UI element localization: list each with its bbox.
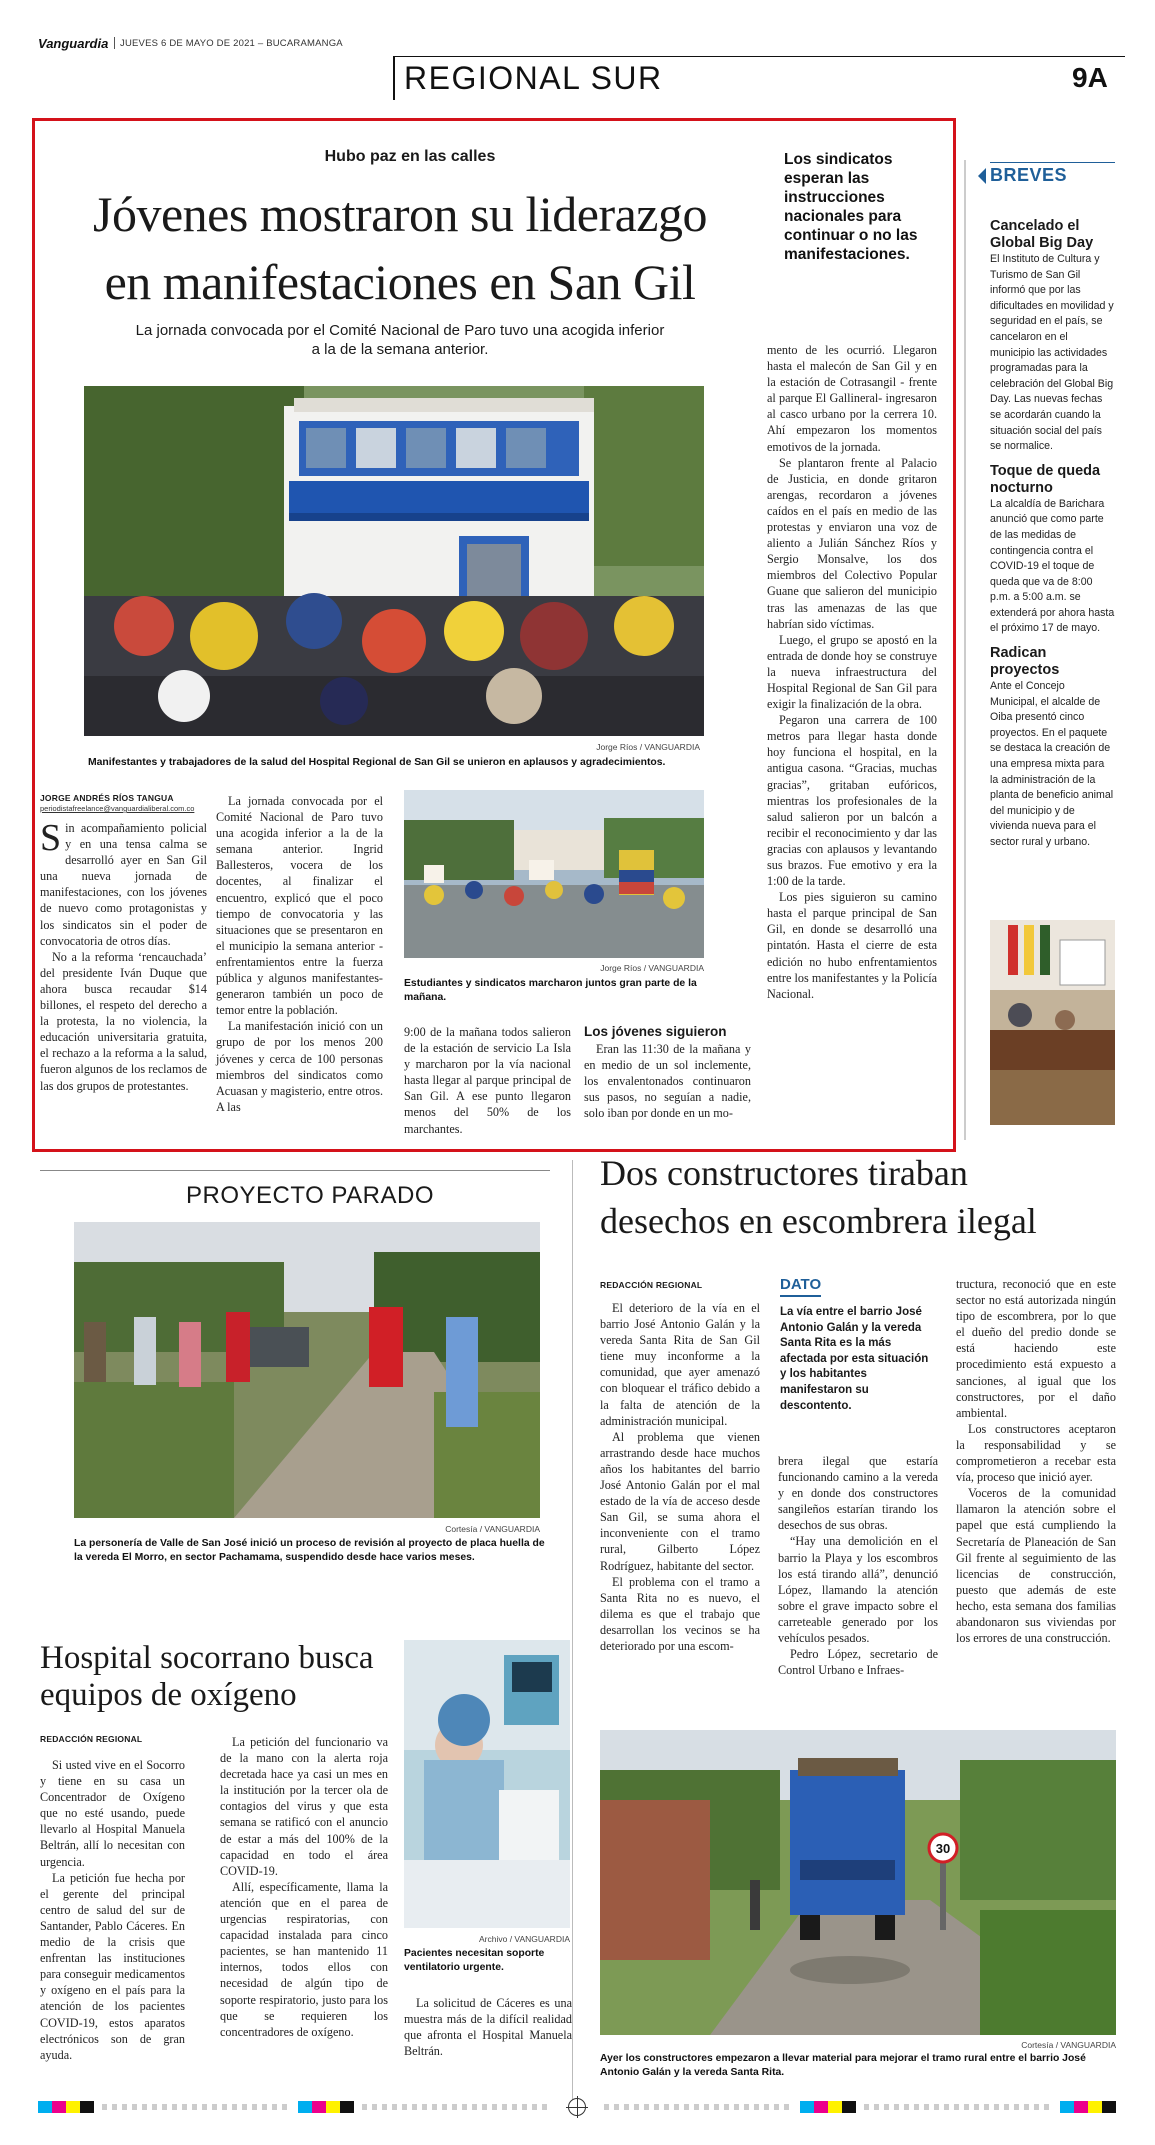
color-bar-right — [596, 2101, 1116, 2113]
hospital-headline-line2: equipos de oxígeno — [40, 1677, 297, 1713]
breve-title: Cancelado el Global Big Day — [990, 218, 1094, 251]
constructores-column-3: tructura, reconoció que en este sector no está autorizada ningún tipo de escombrera, por lo que el dueño del predio donde se está haciendo este procedimiento está expuesto a sanciones, al igual que los constructores, por el daño ambiental. Los constructores aceptaron la responsabilidad y se comprometieron a recebar esta vía, proceso que inició ayer. Voceros de la comunidad llamaron la atención sobre el papel que está cumpliendo la Secretaría de Planeación de San Gil frente al seguimiento de las licencias de construcción, puesto que además de este hecho, esta semana dos familias abandonaron sus viviendas por los errores de una construcción. — [956, 1277, 1116, 1646]
lead-headline-line2: en manifestaciones en San Gil — [104, 254, 696, 310]
hospital-photo-caption: Pacientes necesitan soporte ventilatorio urgente. — [404, 1948, 545, 1973]
constructores-column-2: brera ilegal que estaría funcionando camino a la vereda y en donde dos constructores sangileños estarían tirando los desechos de sus obras. “Hay una demolición en el barrio la Playa y los escombros los está tirando allá”, denunció López, llamando la atención sobre el grave impacto sobre el carreteable generado por los vehículos pesados. Pedro López, secretario de Control Urbano e Infraes- — [778, 1454, 938, 1678]
date-line: JUEVES 6 DE MAYO DE 2021 – BUCARAMANGA — [120, 38, 343, 49]
breve-title: Toque de queda nocturno — [990, 462, 1101, 496]
lead-photo-hospital-balcony — [84, 386, 704, 736]
lead-byline-email[interactable]: periodistafreelance@vanguardialiberal.com.co — [40, 804, 195, 813]
lead-kicker: Hubo paz en las calles — [324, 148, 496, 165]
breve-text: El Instituto de Cultura y Turismo de San Gil informó que por las dificultades en movilidad y seguridad en el país, se cancelaron en el municipio las actividades programadas para la celebración del Global Big Day. Las nuevas fechas se acordarán cuando la situación social del país se normalice. — [990, 253, 1114, 453]
lead-column-1: Sin acompañamiento policial y en una tensa calma se desarrolló ayer en San Gil una nueva jornada de manifestaciones, con los jóvenes de nuevo como protagonistas y los sindicatos sin el poder de convocatoria de otros días. No a la reforma ‘rencauchada’ del presidente Iván Duque que ahora busca recaudar $14 billones, el respeto del derecho a la protesta, la no violencia, la educación universitaria gratuita, el rechazo a la reforma a la salud, fueron algunos de los reclamos de las dos grupos de protestantes. — [40, 817, 207, 1093]
lead-subhead-line1: La jornada convocada por el Comité Nacional de Paro tuvo una acogida inferior — [135, 322, 665, 339]
proyecto-photo-road — [74, 1222, 540, 1518]
lead-headline-line1: Jóvenes mostraron su liderazgo — [92, 186, 707, 242]
hospital-column-3: La solicitud de Cáceres es una muestra más de la difícil realidad que afronta el Hospital Manuela Beltrán. — [404, 1996, 572, 2059]
hospital-photo-credit: Archivo / VANGUARDIA — [478, 1934, 570, 1944]
hospital-photo-icu — [404, 1640, 570, 1928]
section-rule-left — [393, 56, 395, 100]
lead-photo1-credit: Jorge Ríos / VANGUARDIA — [596, 742, 700, 752]
constructores-headline-line1: Dos constructores tiraban — [600, 1153, 968, 1193]
proyecto-credit: Cortesía / VANGUARDIA — [445, 1524, 540, 1534]
lead-photo1-caption: Manifestantes y trabajadores de la salud del Hospital Regional de San Gil se unieron en aplausos y agradecimientos. — [88, 757, 666, 768]
column-divider — [572, 1160, 573, 2100]
registration-mark-icon — [568, 2098, 586, 2116]
header-rule — [395, 56, 1125, 57]
dato-text: La vía entre el barrio José Antonio Galán y la vereda Santa Rita es la más afectada por esta situación y los habitantes manifestaron su descontento. — [780, 1306, 929, 1412]
hospital-column-1: Si usted vive en el Socorro y tiene en su casa un Concentrador de Oxígeno que no esté usando, puede llevarlo al Hospital Manuela Beltrán, allí lo necesitan con urgencia. La petición fue hecha por el gerente del principal centro de salud del sur de Santander, Pablo Cáceres. En medio de la crisis que enfrentan las instituciones para conseguir medicamentos y oxígeno en el país para la atención de los pacientes COVID-19, estos aparatos electrónicos son de gran ayuda. — [40, 1758, 185, 2062]
lead-column-3: 9:00 de la mañana todos salieron de la estación de servicio La Isla y marcharon por la vía nacional hasta llegar al parque principal de San Gil. A ese punto llegaron menos del 50% de los marchantes. — [404, 1025, 571, 1136]
constructores-byline: REDACCIÓN REGIONAL — [600, 1280, 703, 1290]
hospital-headline-line1: Hospital socorrano busca — [40, 1640, 374, 1676]
drop-cap: S — [40, 817, 62, 859]
dato-box — [780, 1276, 930, 1414]
lead-pullquote: Los sindicatos esperan las instrucciones nacionales para continuar o no las manifestaciones. — [784, 151, 918, 263]
breve-title: Radican proyectos — [990, 645, 1060, 679]
constructores-photo-credit: Cortesía / VANGUARDIA — [1021, 2040, 1116, 2050]
breves-list — [990, 218, 1115, 851]
lead-column-4: Eran las 11:30 de la mañana y en medio de un sol inclemente, los envalentonados continuaron sus pasos, no seguían a nadie, solo iban por donde en un mo- — [584, 1042, 751, 1121]
constructores-photo-caption: Ayer los constructores empezaron a llevar material para mejorar el tramo rural entre el barrio José Antonio Galán y la vereda Santa Rita. — [600, 2053, 1086, 2078]
constructores-column-1: El deterioro de la vía en el barrio José Antonio Galán y la vereda Santa Rita de San Gil tiene muy inconforme a la comunidad, que ayer amenazó con bloquear el tráfico debido a la falta de atención de la administración municipal. Al problema que vienen arrastrando desde hace muchos años los habitantes del barrio José Antonio Galán por el mal estado de la vía de acceso desde San Gil, se suma ahora el inconveniente con el tramo rural, Gilberto López Rodríguez, habitante del sector. El problema con el tramo a Santa Rita no es nuevo, el dilema es que el trabajo que desarrollan los vecinos se ha deteriorado por una escom- — [600, 1301, 760, 1653]
lead-photo-march — [404, 790, 704, 958]
hospital-column-2: La petición del funcionario va de la mano con la alerta roja decretada hace ya casi un mes en la institución por la tercer ola de contagios del virus y que esta semana se ratificó con el anuncio de estar a más del 100% de la capacidad en todo el área COVID-19. Allí, específicamente, llama la atención que en el parea de urgencias respiratorias, con capacidad instalada para cinco pacientes, se han mantenido 11 internos, todos ellos con necesidad de algún tipo de soporte respiratorio, justo para los que se requieren los concentradores de oxígeno. — [220, 1735, 388, 2039]
subhead-jovenes-siguieron: Los jóvenes siguieron — [584, 1024, 727, 1039]
proyecto-label: PROYECTO PARADO — [186, 1182, 434, 1209]
breves-arrow-icon — [978, 168, 986, 184]
lead-subhead-line2: a la de la semana anterior. — [311, 341, 489, 358]
proyecto-label-rule — [40, 1170, 550, 1171]
breves-rule — [964, 160, 966, 1140]
breve-text: La alcaldía de Barichara anunció que como parte de las medidas de contingencia contra el COVID-19 el toque de queda que va de 8:00 p.m. a 5:00 a.m. se extenderá por ahora hasta el próximo 17 de mayo. — [990, 497, 1115, 635]
lead-column-5: mento de les ocurrió. Llegaron hasta el malecón de San Gil y en la estación de Cotrasangil - frente al parque El Gallineral- ingresaron al casco urbano por la cerrera 10. Ahí empezaron los momentos emotivos de la jornada. Se plantaron frente al Palacio de Justicia, en donde gritaron arengas, recordaron a jóvenes caídos en el país en medio de las protestas y enviaron una voz de aliento a Julián Sánchez Ríos y Sergio Monsalve, los dos miembros del Colectivo Popular Guane que salieron del municipio tras las amenazas de las que habrían sido víctimas. Luego, el grupo se apostó en la entrada de donde hoy se construye la nueva infraestructura del Hospital Regional de San Gil para exigir la finalización de la obra. Pegaron una carrera de 100 metros para llegar hasta donde hoy funciona el hospital, en la antigua casona. “Gracias, muchas gracias”, gritaban eufóricos, mientras los profesionales de la salud salieron por un balcón a recibir el reconocimiento y dar las gracias con aplausos y levantando sus brazos. Fue emotivo y era la 1:00 de la tarde. Los pies siguieron su camino hasta el parque principal de San Gil, en donde se desarrolló una pintatón. Hasta el cierre de esta edición no hubo enfrentamientos entre los manifestantes y la Policía Nacional. — [767, 343, 937, 1001]
breves-top-rule — [990, 162, 1115, 163]
page-number: 9A — [1072, 62, 1108, 93]
masthead-divider — [114, 37, 115, 49]
masthead: Vanguardia — [38, 36, 109, 51]
color-bar-left — [38, 2101, 558, 2113]
speed-sign-text: 30 — [935, 1841, 951, 1856]
proyecto-caption: La personería de Valle de San José inició un proceso de revisión al proyecto de placa huella de la vereda El Morro, en sector Pachamama, suspendido desde hace varios meses. — [74, 1538, 545, 1563]
constructores-photo-truck — [600, 1730, 1116, 2035]
breve-text: Ante el Concejo Municipal, el alcalde de Oiba presentó cinco proyectos. En el paquete se destaca la creación de una empresa mixta para la administración de la planta de beneficio animal del municipio y de vivienda nueva para el sector rural y urbano. — [990, 680, 1114, 848]
lead-photo2-credit: Jorge Ríos / VANGUARDIA — [600, 963, 704, 973]
hospital-byline: REDACCIÓN REGIONAL — [40, 1734, 143, 1744]
section-title: REGIONAL SUR — [404, 60, 663, 96]
breves-label: BREVES — [990, 165, 1068, 185]
lead-column-2: La jornada convocada por el Comité Nacional de Paro tuvo una acogida inferior a la de la semana anterior. Ingrid Ballesteros, vocera de los docentes, al finalizar el encuentro, explicó que el poco tiempo de convocatoria y las situaciones que se presentaron en el municipio la semana anterior - enfrentamientos entre la fuerza pública y algunos manifestantes- generaron también un poco de temor entre la población. La manifestación inició con un grupo de por los menos 200 jóvenes y cerca de 100 personas miembros del sindicatos como Acuasan y magisterio, entre otros. A las — [216, 794, 383, 1114]
lead-photo2-caption: Estudiantes y sindicatos marcharon juntos gran parte de la mañana. — [404, 978, 697, 1003]
dato-label: DATO — [780, 1276, 821, 1297]
constructores-headline-line2: desechos en escombrera ilegal — [600, 1201, 1037, 1241]
lead-byline: JORGE ANDRÉS RÍOS TANGUA — [40, 793, 174, 803]
breves-photo-council — [990, 920, 1115, 1125]
